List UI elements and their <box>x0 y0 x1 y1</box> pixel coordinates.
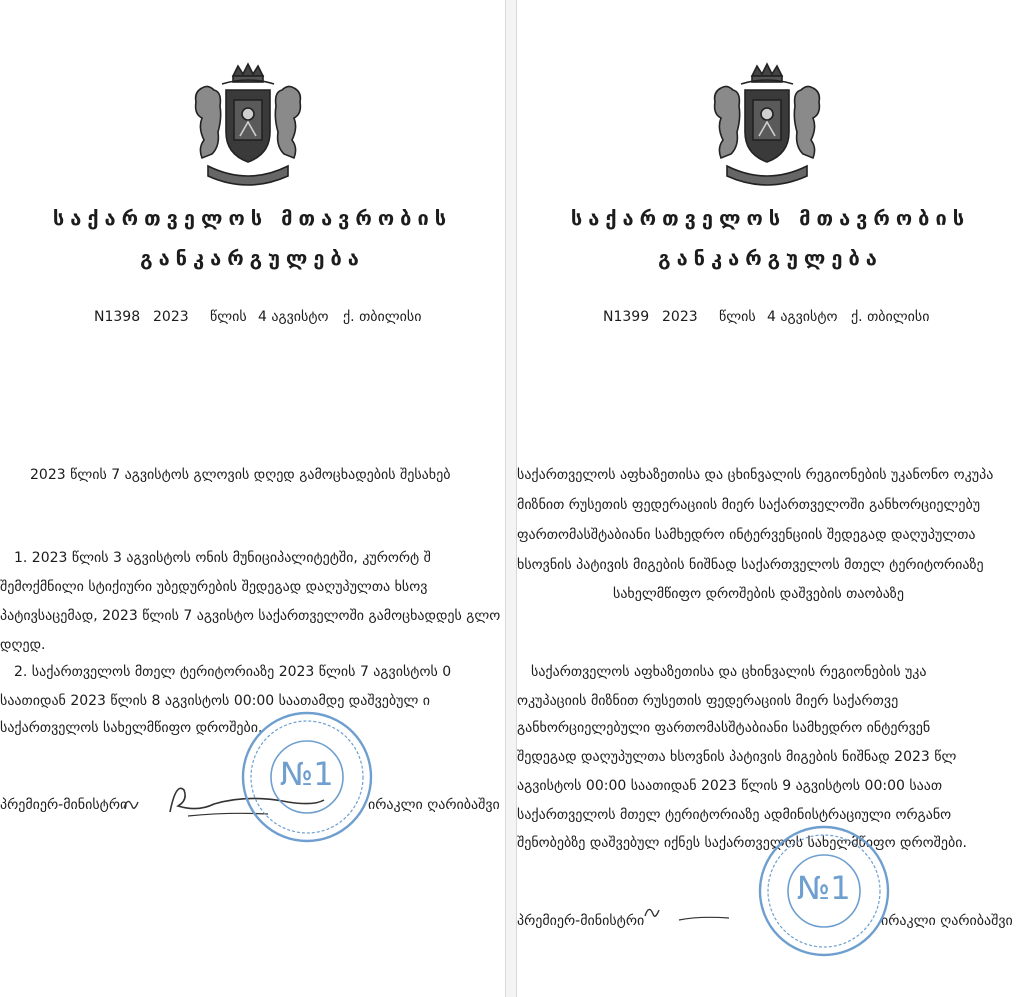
document-page-right <box>517 0 1024 997</box>
doc-year: 2023 <box>662 309 698 325</box>
coat-of-arms-icon <box>188 62 308 192</box>
doc-date: 4 აგვისტო <box>258 309 329 325</box>
header-title-line2: განკარგულება <box>658 246 883 270</box>
body-line: საქართველოს სახელმწიფო დროშები. <box>0 720 263 736</box>
signature-name: ირაკლი ღარიბაშვი <box>881 913 1013 929</box>
body-line: საქართველოს აფხაზეთისა და ცხინვალის რეგიონების უკა <box>531 664 927 680</box>
body-line: საათიდან 2023 წლის 8 აგვისტოს 00:00 საათამდე დაშვებულ ი <box>0 693 431 709</box>
doc-subject: 2023 წლის 7 აგვისტოს გლოვის დღედ გამოცხადების შესახებ <box>30 467 451 483</box>
body-line: პატივსაცემად, 2023 წლის 7 აგვისტო საქართველოში გამოცხადდეს გლო <box>0 608 501 624</box>
doc-date: 4 აგვისტო <box>767 309 838 325</box>
subject-line: საქართველოს აფხაზეთისა და ცხინვალის რეგიონების უკანონო ოკუპა <box>517 467 994 483</box>
subject-line: ფართომასშტაბიანი სამხედრო ინტერვენციის შედეგად დაღუპულთა <box>517 527 976 543</box>
seal-number: №1 <box>280 755 334 793</box>
body-line: 2. საქართველოს მთელ ტერიტორიაზე 2023 წლის 7 აგვისტოს 0 <box>14 664 452 680</box>
page-divider <box>505 0 517 997</box>
seal-number: №1 <box>797 869 851 907</box>
doc-year: 2023 <box>153 309 189 325</box>
subject-line: სახელმწიფო დროშების დაშვების თაობაზე <box>613 586 904 602</box>
subject-line: მიზნით რუსეთის ფედერაციის მიერ საქართველოში განხორციელებუ <box>517 497 981 513</box>
body-line: 1. 2023 წლის 3 აგვისტოს ონის მუნიციპალიტეტში, კურორტ შ <box>14 550 431 566</box>
document-page-left <box>0 0 505 997</box>
subject-line: ხსოვნის პატივის მიგების ნიშნად საქართველოს მთელ ტერიტორიაზე <box>517 557 984 573</box>
body-line: შემოქმნილი სტიქიური უბედურების შედეგად დაღუპულთა ხსოვ <box>0 579 428 595</box>
signature-icon <box>639 886 759 936</box>
body-line: შენობებზე დაშვებულ იქნეს საქართველოს სახელმწიფო დროშები. <box>517 835 967 851</box>
header-title-line1: საქართველოს მთავრობის <box>52 206 453 230</box>
signature-role: პრემიერ-მინისტრი <box>0 797 128 813</box>
doc-number: N1399 <box>603 309 650 325</box>
body-line: ოკუპაციის მიზნით რუსეთის ფედერაციის მიერ საქართვე <box>517 693 899 709</box>
body-line: აგვისტოს 00:00 საათიდან 2023 წლის 9 აგვისტოს 00:00 საათ <box>517 778 943 794</box>
header-title-line1: საქართველოს მთავრობის <box>570 206 971 230</box>
signature-role: პრემიერ-მინისტრი <box>517 913 645 929</box>
doc-year-word: წლის <box>210 309 247 325</box>
doc-year-word: წლის <box>719 309 756 325</box>
signature-name: ირაკლი ღარიბაშვი <box>368 797 500 813</box>
doc-number: N1398 <box>94 309 141 325</box>
doc-city: ქ. თბილისი <box>851 309 930 325</box>
doc-city: ქ. თბილისი <box>343 309 422 325</box>
header-title-line2: განკარგულება <box>140 246 365 270</box>
body-line: შედეგად დაღუპულთა ხსოვნის პატივის მიგების ნიშნად 2023 წლ <box>517 749 957 765</box>
body-line: დღედ. <box>0 637 46 653</box>
body-line: განხორციელებული ფართომასშტაბიანი სამხედრო ინტერვენ <box>517 720 931 736</box>
body-line: საქართველოს მთელ ტერიტორიაზე ადმინისტრაციული ორგანო <box>517 807 952 823</box>
coat-of-arms-icon <box>707 62 827 192</box>
